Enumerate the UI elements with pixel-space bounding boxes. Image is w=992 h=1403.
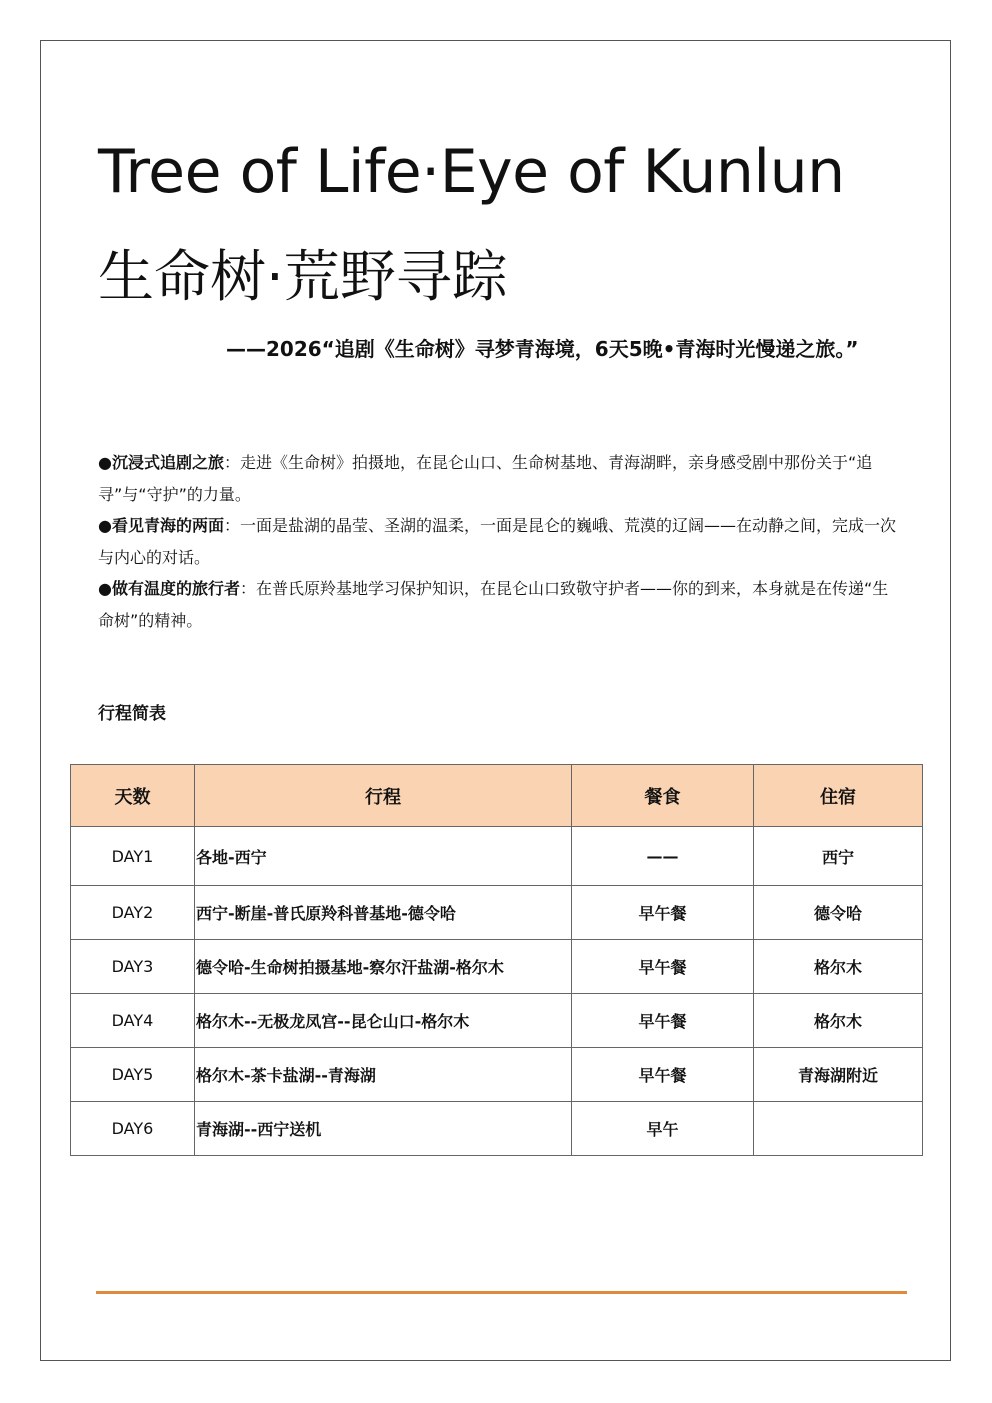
table-row <box>71 1048 923 1102</box>
header-day: 天数 <box>71 765 195 827</box>
cell-day: DAY6 <box>71 1102 195 1156</box>
cell-route: 德令哈-生命树拍摄基地-察尔汗盐湖-格尔木 <box>195 940 572 994</box>
table-row <box>71 940 923 994</box>
cell-route: 格尔木--无极龙凤宫--昆仑山口-格尔木 <box>195 994 572 1048</box>
table-row <box>71 994 923 1048</box>
cell-day: DAY4 <box>71 994 195 1048</box>
header-route: 行程 <box>195 765 572 827</box>
highlight-item <box>98 573 904 636</box>
cell-meal: 早午餐 <box>572 940 754 994</box>
itinerary-table <box>70 764 923 1156</box>
highlights-list <box>98 447 904 637</box>
subtitle: ——2026“追剧《生命树》寻梦青海境，6天5晚•青海时光慢递之旅。” <box>226 337 859 361</box>
highlight-text: ：在普氏原羚基地学习保护知识，在昆仑山口致敬守护者——你的到来，本身就是在传递“生命树”的精神。 <box>98 579 889 630</box>
highlight-lead: ●做有温度的旅行者 <box>98 579 240 599</box>
cell-route: 青海湖--西宁送机 <box>195 1102 572 1156</box>
highlight-text: ：走进《生命树》拍摄地，在昆仑山口、生命树基地、青海湖畔，亲身感受剧中那份关于“追寻”与“守护”的力量。 <box>98 453 873 504</box>
cell-hotel: 西宁 <box>754 827 923 886</box>
highlight-item <box>98 447 904 510</box>
cell-meal: —— <box>572 827 754 886</box>
cell-meal: 早午餐 <box>572 994 754 1048</box>
table-row <box>71 886 923 940</box>
footer-accent-rule <box>96 1291 907 1294</box>
cell-route: 格尔木-茶卡盐湖--青海湖 <box>195 1048 572 1102</box>
highlight-lead: ●看见青海的两面 <box>98 516 224 536</box>
title-english: Tree of Life·Eye of Kunlun <box>98 137 845 207</box>
cell-route: 西宁-断崖-普氏原羚科普基地-德令哈 <box>195 886 572 940</box>
table-header-row <box>71 765 923 827</box>
highlight-text: ：一面是盐湖的晶莹、圣湖的温柔，一面是昆仑的巍峨、荒漠的辽阔——在动静之间，完成一次与内心的对话。 <box>98 516 896 567</box>
cell-hotel <box>754 1102 923 1156</box>
itinerary-section-title: 行程简表 <box>98 704 166 724</box>
cell-day: DAY2 <box>71 886 195 940</box>
header-meal: 餐食 <box>572 765 754 827</box>
table-row <box>71 827 923 886</box>
highlight-item <box>98 510 904 573</box>
cell-hotel: 格尔木 <box>754 994 923 1048</box>
cell-hotel: 格尔木 <box>754 940 923 994</box>
title-chinese: 生命树·荒野寻踪 <box>98 245 508 310</box>
cell-hotel: 德令哈 <box>754 886 923 940</box>
cell-route: 各地-西宁 <box>195 827 572 886</box>
page-frame <box>40 40 951 1361</box>
cell-day: DAY3 <box>71 940 195 994</box>
highlight-lead: ●沉浸式追剧之旅 <box>98 453 224 472</box>
cell-day: DAY1 <box>71 827 195 886</box>
header-hotel: 住宿 <box>754 765 923 827</box>
cell-meal: 早午 <box>572 1102 754 1156</box>
cell-hotel: 青海湖附近 <box>754 1048 923 1102</box>
cell-meal: 早午餐 <box>572 886 754 940</box>
cell-meal: 早午餐 <box>572 1048 754 1102</box>
cell-day: DAY5 <box>71 1048 195 1102</box>
table-row <box>71 1102 923 1156</box>
